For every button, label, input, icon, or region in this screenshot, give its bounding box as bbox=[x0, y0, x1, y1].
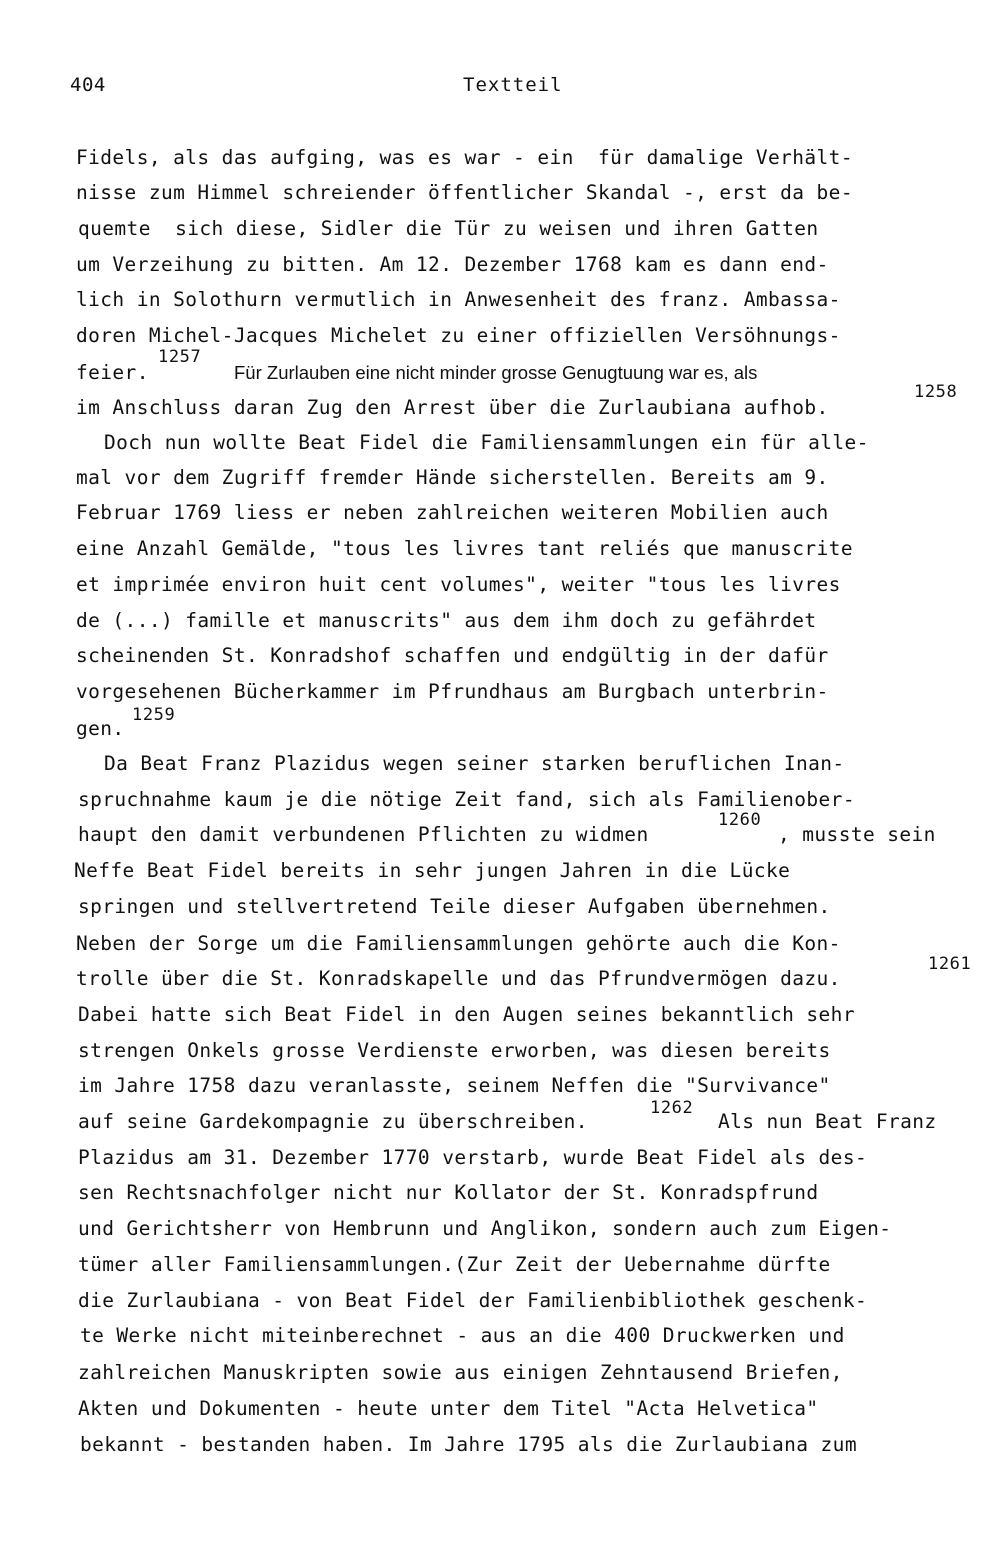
text-line: tümer aller Familiensammlungen.(Zur Zeit der Uebernahme dürfte bbox=[78, 1253, 831, 1276]
text-line: scheinenden St. Konradshof schaffen und endgültig in der dafür bbox=[76, 644, 829, 667]
text-line: doren Michel-Jacques Michelet zu einer offiziellen Versöhnungs- bbox=[76, 324, 841, 347]
text-line: Da Beat Franz Plazidus wegen seiner starken beruflichen Inan- bbox=[104, 752, 845, 775]
text-line: bekannt - bestanden haben. Im Jahre 1795 als die Zurlaubiana zum bbox=[80, 1433, 857, 1456]
text-line: springen und stellvertretend Teile dieser Aufgaben übernehmen. bbox=[78, 895, 831, 918]
text-line: mal vor dem Zugriff fremder Hände sicherstellen. Bereits am 9. bbox=[76, 466, 829, 489]
text-line: sen Rechtsnachfolger nicht nur Kollator der St. Konradspfrund bbox=[78, 1181, 819, 1204]
footnote-ref: 1258 bbox=[914, 382, 958, 402]
footnote-ref: 1262 bbox=[650, 1098, 694, 1118]
text-line: Neffe Beat Fidel bereits in sehr jungen Jahren in die Lücke bbox=[74, 859, 791, 882]
text-line: die Zurlaubiana - von Beat Fidel der Familienbibliothek geschenk- bbox=[78, 1289, 868, 1312]
footnote-ref: 1261 bbox=[928, 954, 972, 974]
text-line: feier. bbox=[76, 361, 149, 384]
text-line: im Jahre 1758 dazu veranlasste, seinem Neffen die "Survivance" bbox=[78, 1074, 831, 1097]
text-line: Doch nun wollte Beat Fidel die Familiensammlungen ein für alle- bbox=[104, 431, 869, 454]
text-line: vorgesehenen Bücherkammer im Pfrundhaus am Burgbach unterbrin- bbox=[76, 680, 829, 703]
text-line: quemte sich diese, Sidler die Tür zu weisen und ihren Gatten bbox=[78, 217, 819, 240]
text-line: eine Anzahl Gemälde, "tous les livres tant reliés que manuscrite bbox=[76, 537, 853, 560]
text-line: , musste sein bbox=[778, 823, 936, 846]
text-line: spruchnahme kaum je die nötige Zeit fand, sich als Familienober- bbox=[78, 788, 855, 811]
text-line: Als nun Beat Franz bbox=[718, 1110, 937, 1133]
text-line: haupt den damit verbundenen Pflichten zu widmen bbox=[78, 823, 649, 846]
text-line: Plazidus am 31. Dezember 1770 verstarb, wurde Beat Fidel als des- bbox=[78, 1146, 868, 1169]
text-line: strengen Onkels grosse Verdienste erworben, was diesen bereits bbox=[78, 1039, 831, 1062]
text-line: te Werke nicht miteinberechnet - aus an die 400 Druckwerken und bbox=[80, 1324, 845, 1347]
text-line: und Gerichtsherr von Hembrunn und Anglikon, sondern auch zum Eigen- bbox=[78, 1217, 892, 1240]
page-number: 404 bbox=[70, 74, 106, 96]
text-line: Fidels, als das aufging, was es war - ein für damalige Verhält- bbox=[76, 146, 853, 169]
footnote-ref: 1259 bbox=[132, 705, 176, 725]
text-line: trolle über die St. Konradskapelle und das Pfrundvermögen dazu. bbox=[76, 967, 841, 990]
footnote-ref: 1257 bbox=[158, 347, 202, 367]
text-line: Dabei hatte sich Beat Fidel in den Augen seines bekanntlich sehr bbox=[78, 1003, 855, 1026]
text-line: nisse zum Himmel schreiender öffentlicher Skandal -, erst da be- bbox=[76, 181, 853, 204]
text-line: et imprimée environ huit cent volumes", weiter "tous les livres bbox=[76, 573, 841, 596]
footnote-ref: 1260 bbox=[718, 810, 762, 830]
text-line: Neben der Sorge um die Familiensammlungen gehörte auch die Kon- bbox=[76, 932, 841, 955]
text-line: im Anschluss daran Zug den Arrest über die Zurlaubiana aufhob. bbox=[76, 396, 829, 419]
running-head: Textteil bbox=[463, 74, 563, 96]
text-line: Für Zurlauben eine nicht minder grosse Genugtuung war es, als bbox=[234, 362, 758, 383]
text-line: gen. bbox=[76, 717, 125, 740]
text-line: lich in Solothurn vermutlich in Anwesenheit des franz. Ambassa- bbox=[76, 288, 841, 311]
text-line: auf seine Gardekompagnie zu überschreiben. bbox=[78, 1110, 588, 1133]
text-line: de (...) famille et manuscrits" aus dem ihm doch zu gefährdet bbox=[76, 609, 817, 632]
text-line: Februar 1769 liess er neben zahlreichen weiteren Mobilien auch bbox=[76, 501, 829, 524]
text-line: zahlreichen Manuskripten sowie aus einigen Zehntausend Briefen, bbox=[78, 1361, 843, 1384]
text-line: um Verzeihung zu bitten. Am 12. Dezember 1768 kam es dann end- bbox=[76, 253, 829, 276]
text-line: Akten und Dokumenten - heute unter dem Titel "Acta Helvetica" bbox=[78, 1397, 819, 1420]
